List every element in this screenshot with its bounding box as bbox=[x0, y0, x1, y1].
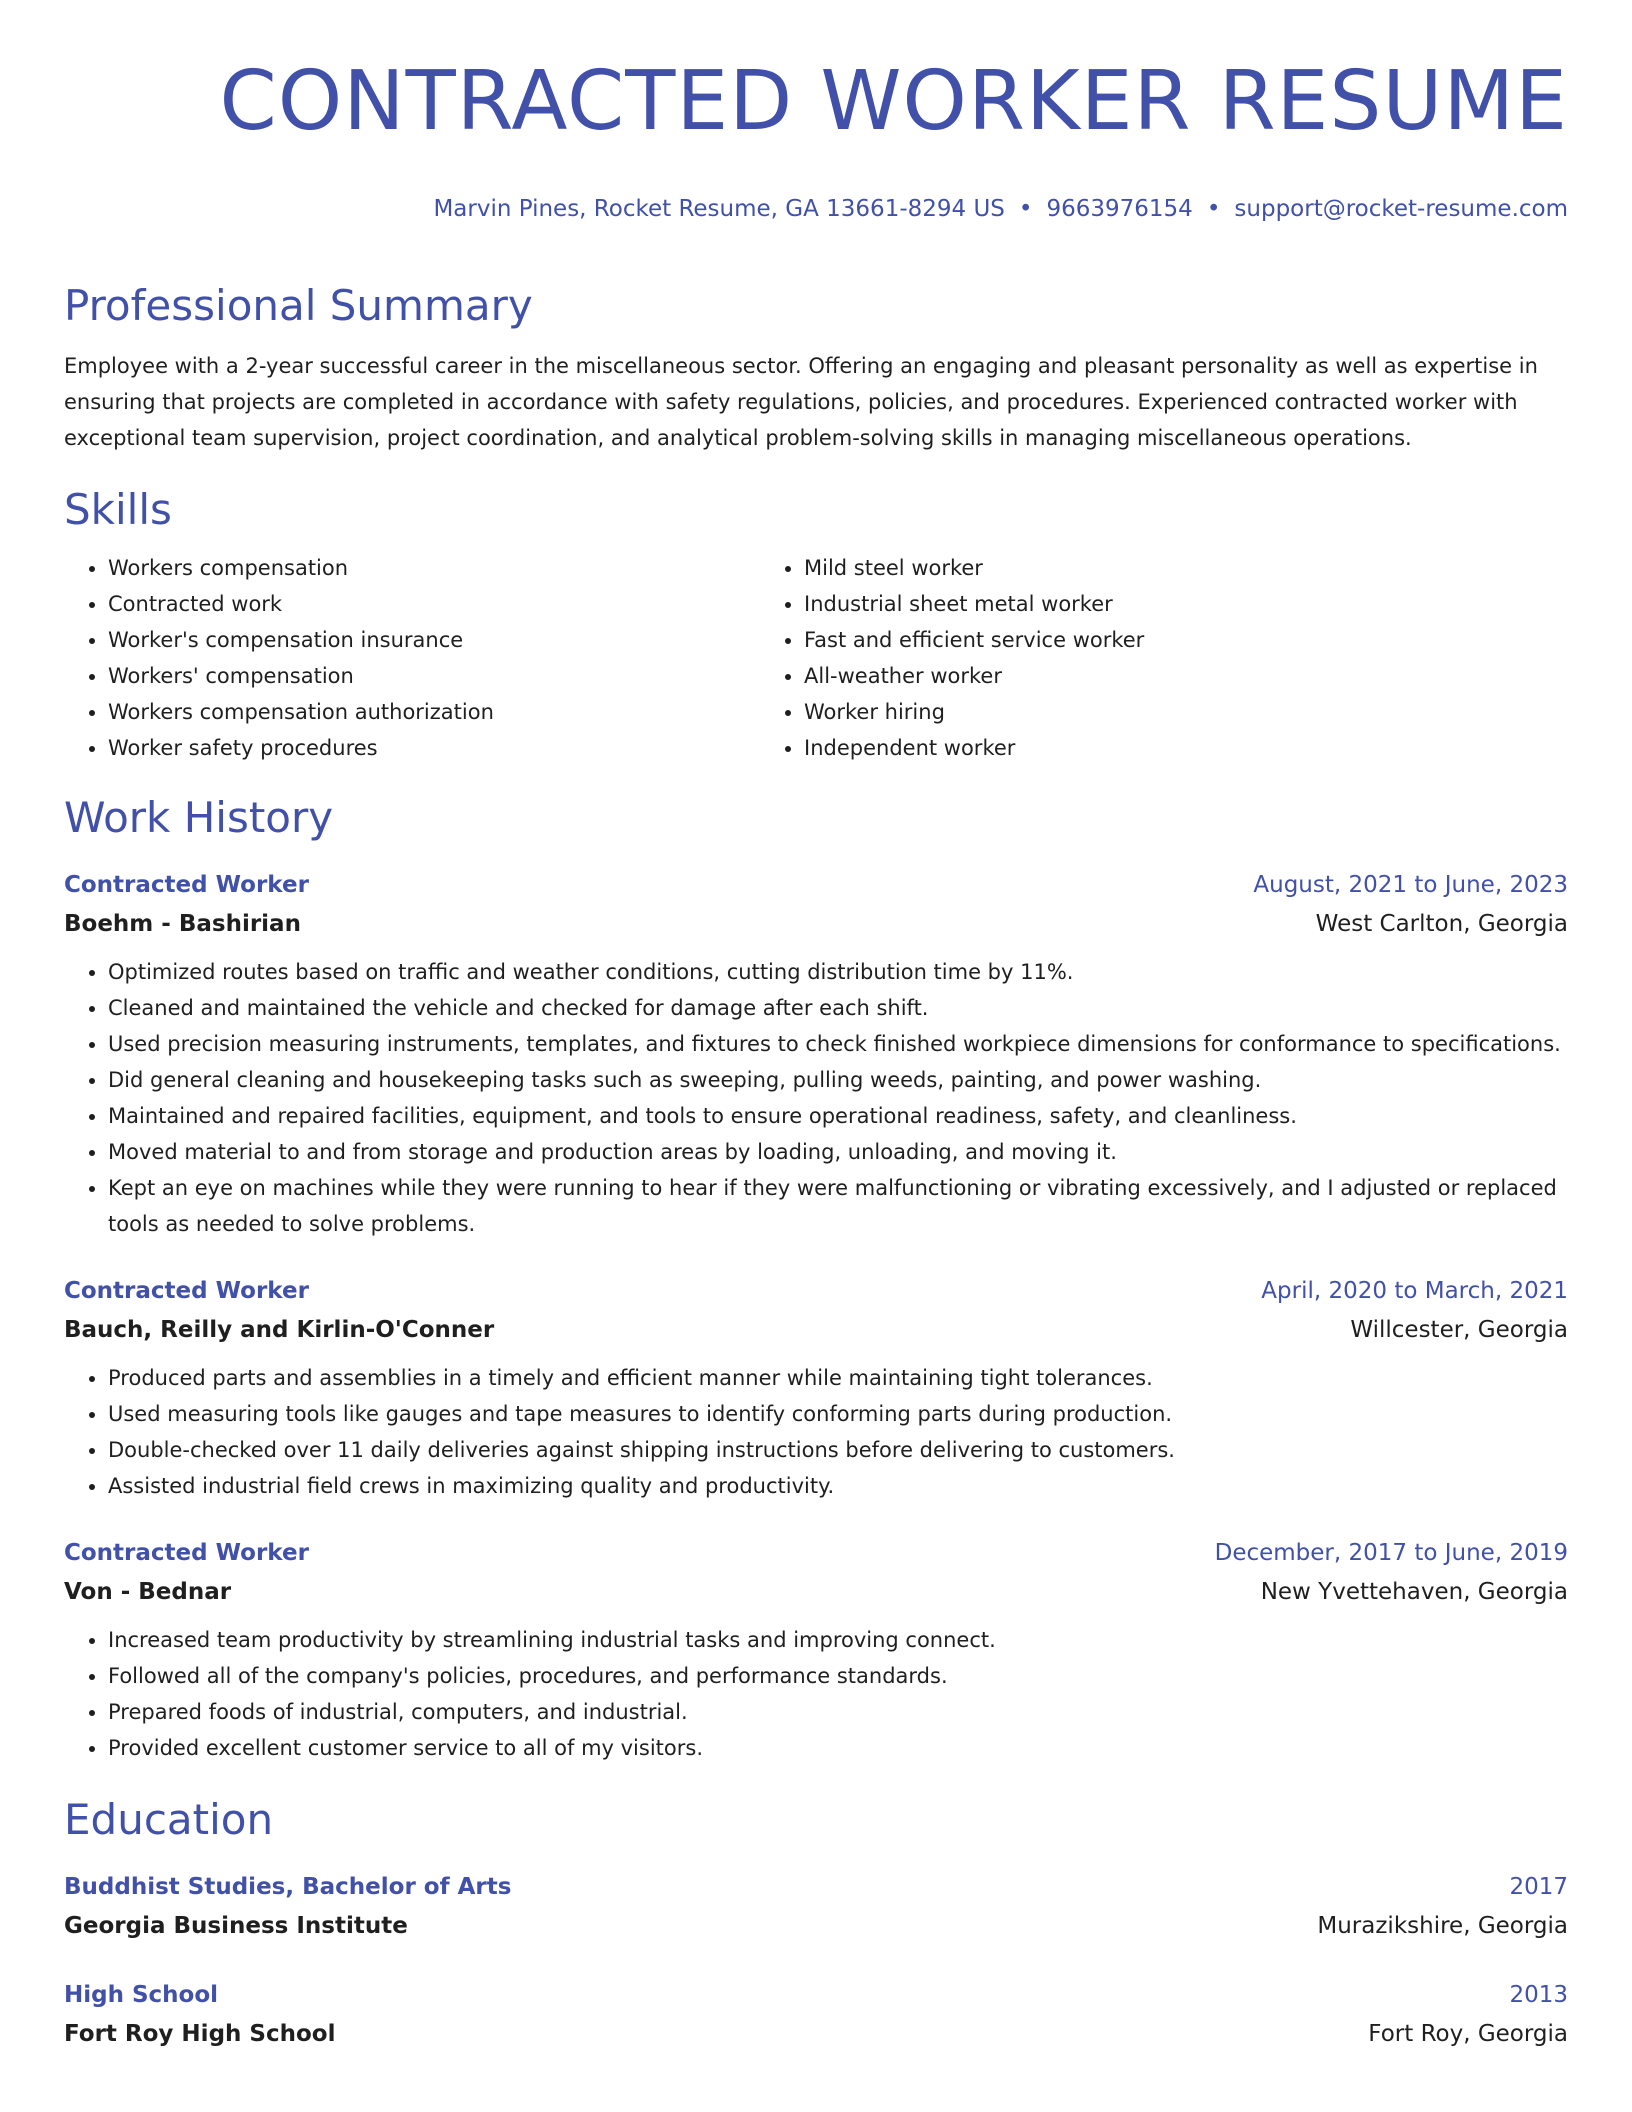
education-degree: Buddhist Studies, Bachelor of Arts bbox=[64, 1874, 512, 1900]
job-location: Willcester, Georgia bbox=[1350, 1317, 1568, 1343]
skill-item: • Workers compensation authorization bbox=[108, 694, 760, 730]
job-role: Contracted Worker bbox=[64, 1540, 309, 1566]
job-bullet: • Used precision measuring instruments, templates, and fixtures to check finished workpiece dimensions for conformance to specifications. bbox=[108, 1026, 1568, 1062]
contact-line bbox=[64, 194, 1568, 224]
resume-title: CONTRACTED WORKER RESUME bbox=[219, 54, 1568, 149]
education-location: Murazikshire, Georgia bbox=[1317, 1913, 1568, 1939]
contact-address: Marvin Pines, Rocket Resume, GA 13661-8294 US bbox=[433, 196, 1005, 222]
education-heading: Education bbox=[64, 1795, 274, 1844]
education-degree: High School bbox=[64, 1982, 219, 2008]
skills-heading: Skills bbox=[64, 485, 172, 534]
skill-item: • Industrial sheet metal worker bbox=[804, 586, 1456, 622]
skill-item: • Workers compensation bbox=[108, 550, 760, 586]
education-location: Fort Roy, Georgia bbox=[1368, 2021, 1568, 2047]
contact-phone[interactable]: 9663976154 bbox=[1046, 196, 1193, 222]
job-role: Contracted Worker bbox=[64, 1278, 309, 1304]
education-school: Fort Roy High School bbox=[64, 2021, 336, 2047]
contact-email[interactable]: support@rocket-resume.com bbox=[1234, 196, 1568, 222]
job-bullet: • Used measuring tools like gauges and tape measures to identify conforming parts during production. bbox=[108, 1396, 1568, 1432]
skills-column-left bbox=[64, 550, 760, 766]
job-bullet: • Did general cleaning and housekeeping tasks such as sweeping, pulling weeds, painting, and power washing. bbox=[108, 1062, 1568, 1098]
skill-item: • Fast and efficient service worker bbox=[804, 622, 1456, 658]
skill-item: • Workers' compensation bbox=[108, 658, 760, 694]
work-history-heading: Work History bbox=[64, 793, 334, 842]
job-bullet: • Produced parts and assemblies in a timely and efficient manner while maintaining tight tolerances. bbox=[108, 1360, 1568, 1396]
skill-item: • All-weather worker bbox=[804, 658, 1456, 694]
skills-column-right bbox=[760, 550, 1456, 766]
job-dates: August, 2021 to June, 2023 bbox=[1253, 872, 1568, 898]
education-year: 2017 bbox=[1509, 1874, 1568, 1900]
education-school: Georgia Business Institute bbox=[64, 1913, 408, 1939]
job-bullet: • Moved material to and from storage and production areas by loading, unloading, and moving it. bbox=[108, 1134, 1568, 1170]
skill-item: • Worker safety procedures bbox=[108, 730, 760, 766]
skill-item: • Independent worker bbox=[804, 730, 1456, 766]
education-entry bbox=[64, 1976, 1568, 2054]
job-role: Contracted Worker bbox=[64, 872, 309, 898]
job-bullet: • Double-checked over 11 daily deliveries against shipping instructions before delivering to customers. bbox=[108, 1432, 1568, 1468]
contact-separator: • bbox=[1206, 196, 1221, 222]
education-entry bbox=[64, 1868, 1568, 1946]
job-bullet: • Assisted industrial field crews in maximizing quality and productivity. bbox=[108, 1468, 1568, 1504]
job-bullet: • Provided excellent customer service to all of my visitors. bbox=[108, 1730, 1568, 1766]
summary-heading: Professional Summary bbox=[64, 281, 533, 330]
job-location: New Yvettehaven, Georgia bbox=[1260, 1579, 1568, 1605]
job-entry bbox=[64, 866, 1568, 1242]
job-bullet: • Maintained and repaired facilities, equipment, and tools to ensure operational readiness, safety, and cleanliness. bbox=[108, 1098, 1568, 1134]
contact-separator: • bbox=[1018, 196, 1033, 222]
skill-item: • Worker's compensation insurance bbox=[108, 622, 760, 658]
job-bullet: • Kept an eye on machines while they were running to hear if they were malfunctioning or vibrating excessively, and I adjusted or replaced tools as needed to solve problems. bbox=[108, 1170, 1568, 1242]
job-bullets bbox=[64, 954, 1568, 1242]
job-employer: Von - Bednar bbox=[64, 1579, 232, 1605]
job-bullet: • Optimized routes based on traffic and weather conditions, cutting distribution time by 11%. bbox=[108, 954, 1568, 990]
job-bullets bbox=[64, 1360, 1568, 1504]
job-bullet: • Followed all of the company's policies, procedures, and performance standards. bbox=[108, 1658, 1568, 1694]
job-dates: December, 2017 to June, 2019 bbox=[1214, 1540, 1568, 1566]
job-employer: Boehm - Bashirian bbox=[64, 911, 301, 937]
job-employer: Bauch, Reilly and Kirlin-O'Conner bbox=[64, 1317, 495, 1343]
skill-item: • Worker hiring bbox=[804, 694, 1456, 730]
skills-list bbox=[64, 550, 1568, 766]
skill-item: • Contracted work bbox=[108, 586, 760, 622]
skill-item: • Mild steel worker bbox=[804, 550, 1456, 586]
job-bullet: • Increased team productivity by streamlining industrial tasks and improving connect. bbox=[108, 1622, 1568, 1658]
job-dates: April, 2020 to March, 2021 bbox=[1261, 1278, 1568, 1304]
job-bullets bbox=[64, 1622, 1568, 1766]
job-entry bbox=[64, 1534, 1568, 1766]
summary-text: Employee with a 2-year successful career in the miscellaneous sector. Offering an engaging and pleasant personality as well as expertise in ensuring that projects are completed in accordance with safety regulations, policies, and procedures. Experienced contracted worker with exceptional team supervision, project coordination, and analytical problem-solving skills in managing miscellaneous operations. bbox=[64, 354, 1538, 450]
job-bullet: • Prepared foods of industrial, computers, and industrial. bbox=[108, 1694, 1568, 1730]
education-year: 2013 bbox=[1509, 1982, 1568, 2008]
job-location: West Carlton, Georgia bbox=[1315, 911, 1568, 937]
job-bullet: • Cleaned and maintained the vehicle and checked for damage after each shift. bbox=[108, 990, 1568, 1026]
job-entry bbox=[64, 1272, 1568, 1504]
